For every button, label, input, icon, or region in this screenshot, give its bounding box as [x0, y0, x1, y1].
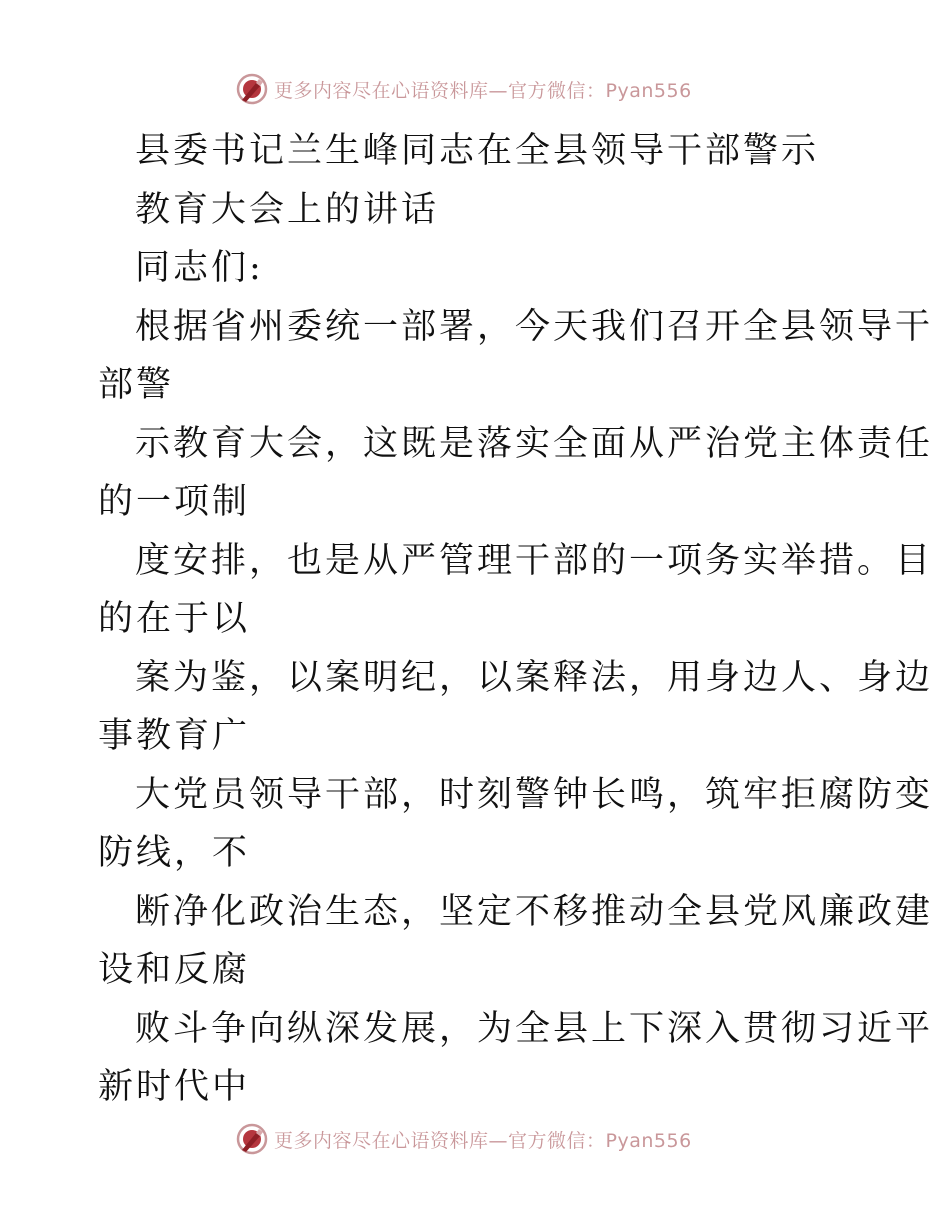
text-line: 度安排，也是从严管理干部的一项务实举措。目: [135, 540, 934, 581]
document-body: [98, 122, 934, 1117]
pen-logo-icon: [236, 73, 268, 105]
text-line: 示教育大会，这既是落实全面从严治党主体责任: [135, 423, 934, 464]
text-line: 同志们:: [135, 248, 264, 288]
text-line: 案为鉴，以案明纪，以案释法，用身边人、身边: [135, 657, 934, 698]
watermark-footer: [236, 1122, 692, 1156]
text-line: 新时代中: [98, 1067, 251, 1107]
text-line: 县委书记兰生峰同志在全县领导干部警示: [135, 131, 820, 171]
text-line: 败斗争向纵深发展，为全县上下深入贯彻习近平: [135, 1008, 934, 1049]
pen-logo-icon: [236, 1123, 268, 1155]
text-line: 的一项制: [98, 482, 251, 522]
text-line: 部警: [98, 365, 175, 405]
text-line: 教育大会上的讲话: [135, 189, 440, 230]
text-line: 设和反腐: [98, 950, 251, 990]
text-line: 的在于以: [98, 599, 251, 639]
text-line: 事教育广: [98, 716, 251, 756]
watermark-header: [236, 72, 692, 106]
text-line: 防线，不: [98, 833, 251, 873]
watermark-text: 更多内容尽在心语资料库—官方微信：Pyan556: [274, 1129, 692, 1152]
text-line: 大党员领导干部，时刻警钟长鸣，筑牢拒腐防变: [135, 774, 934, 815]
text-line: 断净化政治生态，坚定不移推动全县党风廉政建: [135, 891, 934, 932]
text-line: 根据省州委统一部署，今天我们召开全县领导干: [135, 306, 934, 347]
watermark-text: 更多内容尽在心语资料库—官方微信：Pyan556: [274, 79, 692, 102]
